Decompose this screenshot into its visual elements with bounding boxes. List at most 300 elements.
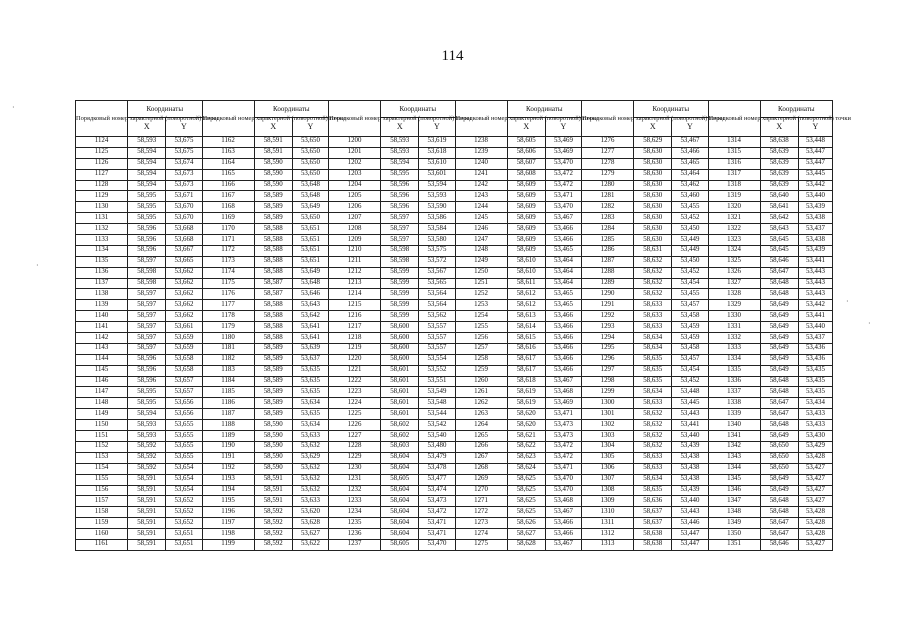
point-number-cell: 1163 — [202, 147, 254, 158]
y-value-cell: 53,671 — [166, 191, 202, 202]
point-number-cell: 1303 — [582, 431, 634, 442]
x-value-cell: 58,609 — [507, 224, 545, 235]
x-value-cell: 58,591 — [128, 474, 166, 485]
y-value-cell: 53,465 — [545, 300, 581, 311]
y-value-cell: 53,652 — [166, 518, 202, 529]
y-value-cell: 53,658 — [166, 365, 202, 376]
x-value-cell: 58,592 — [128, 441, 166, 452]
table-row — [76, 518, 833, 529]
x-value-cell: 58,637 — [634, 507, 672, 518]
y-value-cell: 53,655 — [166, 420, 202, 431]
point-number-cell: 1324 — [708, 245, 760, 256]
x-value-cell: 58,596 — [128, 354, 166, 365]
y-value-cell: 53,430 — [798, 431, 832, 442]
table-row — [76, 343, 833, 354]
point-number-cell: 1347 — [708, 496, 760, 507]
y-value-cell: 53,439 — [672, 485, 708, 496]
point-number-cell: 1261 — [455, 387, 507, 398]
x-value-cell: 58,590 — [254, 452, 292, 463]
y-value-cell: 53,557 — [419, 343, 455, 354]
y-value-cell: 53,548 — [419, 398, 455, 409]
point-number-cell: 1278 — [582, 158, 634, 169]
point-number-cell: 1245 — [455, 213, 507, 224]
y-value-cell: 53,564 — [419, 289, 455, 300]
y-value-cell: 53,650 — [292, 213, 328, 224]
x-value-cell: 58,609 — [507, 235, 545, 246]
point-number-cell: 1173 — [202, 256, 254, 267]
x-value-cell: 58,601 — [381, 398, 419, 409]
y-value-cell: 53,656 — [166, 398, 202, 409]
x-value-cell: 58,590 — [254, 431, 292, 442]
point-number-cell: 1207 — [329, 213, 381, 224]
point-number-cell: 1284 — [582, 224, 634, 235]
point-number-cell: 1296 — [582, 354, 634, 365]
point-number-header: Порядковый номер характерной (поворотной) точки — [202, 101, 254, 137]
scan-speck: · — [36, 261, 39, 270]
point-number-cell: 1228 — [329, 441, 381, 452]
x-value-cell: 58,589 — [254, 398, 292, 409]
y-value-cell: 53,434 — [798, 398, 832, 409]
point-number-cell: 1279 — [582, 169, 634, 180]
y-value-cell: 53,675 — [166, 137, 202, 148]
point-number-cell: 1271 — [455, 496, 507, 507]
point-number-cell: 1177 — [202, 300, 254, 311]
point-number-cell: 1187 — [202, 409, 254, 420]
point-number-cell: 1194 — [202, 485, 254, 496]
x-value-cell: 58,647 — [760, 267, 798, 278]
table-row — [76, 213, 833, 224]
x-value-cell: 58,590 — [254, 169, 292, 180]
point-number-cell: 1283 — [582, 213, 634, 224]
table-row — [76, 333, 833, 344]
point-number-cell: 1184 — [202, 376, 254, 387]
table-row — [76, 409, 833, 420]
y-value-cell: 53,649 — [292, 202, 328, 213]
table-row — [76, 463, 833, 474]
point-number-cell: 1275 — [455, 539, 507, 550]
point-number-cell: 1265 — [455, 431, 507, 442]
x-value-cell: 58,592 — [254, 507, 292, 518]
x-value-cell: 58,609 — [507, 213, 545, 224]
point-number-cell: 1307 — [582, 474, 634, 485]
point-number-cell: 1183 — [202, 365, 254, 376]
point-number-cell: 1170 — [202, 224, 254, 235]
y-value-cell: 53,575 — [419, 245, 455, 256]
point-number-cell: 1276 — [582, 137, 634, 148]
point-number-cell: 1235 — [329, 518, 381, 529]
x-value-cell: 58,639 — [760, 180, 798, 191]
point-number-cell: 1127 — [76, 169, 128, 180]
coordinates-header: Координаты — [128, 101, 202, 118]
x-value-cell: 58,589 — [254, 202, 292, 213]
x-header: X — [381, 118, 419, 137]
x-value-cell: 58,595 — [381, 169, 419, 180]
y-value-cell: 53,658 — [166, 354, 202, 365]
point-number-cell: 1313 — [582, 539, 634, 550]
point-number-cell: 1294 — [582, 333, 634, 344]
x-value-cell: 58,594 — [128, 169, 166, 180]
point-number-cell: 1200 — [329, 137, 381, 148]
y-value-cell: 53,473 — [545, 420, 581, 431]
x-value-cell: 58,617 — [507, 365, 545, 376]
point-number-cell: 1325 — [708, 256, 760, 267]
point-number-cell: 1242 — [455, 180, 507, 191]
x-value-cell: 58,647 — [760, 518, 798, 529]
x-value-cell: 58,596 — [128, 224, 166, 235]
x-value-cell: 58,648 — [760, 507, 798, 518]
point-number-cell: 1342 — [708, 441, 760, 452]
point-number-cell: 1237 — [329, 539, 381, 550]
y-value-cell: 53,620 — [292, 507, 328, 518]
x-value-cell: 58,591 — [128, 496, 166, 507]
point-number-cell: 1157 — [76, 496, 128, 507]
y-value-cell: 53,674 — [166, 158, 202, 169]
y-value-cell: 53,427 — [798, 496, 832, 507]
y-value-cell: 53,428 — [798, 518, 832, 529]
x-value-cell: 58,598 — [381, 256, 419, 267]
point-number-cell: 1160 — [76, 529, 128, 540]
y-value-cell: 53,427 — [798, 485, 832, 496]
x-value-cell: 58,620 — [507, 409, 545, 420]
x-value-cell: 58,630 — [634, 202, 672, 213]
point-number-cell: 1252 — [455, 289, 507, 300]
coordinates-header: Координаты — [760, 101, 832, 118]
y-value-cell: 53,634 — [292, 398, 328, 409]
x-value-cell: 58,591 — [254, 147, 292, 158]
x-value-cell: 58,593 — [128, 431, 166, 442]
table-header — [76, 101, 851, 137]
point-number-cell: 1335 — [708, 365, 760, 376]
x-value-cell: 58,591 — [128, 485, 166, 496]
table-row — [76, 431, 833, 442]
y-value-cell: 53,465 — [545, 245, 581, 256]
point-number-cell: 1241 — [455, 169, 507, 180]
point-number-cell: 1171 — [202, 235, 254, 246]
x-value-cell: 58,650 — [760, 441, 798, 452]
x-value-cell: 58,604 — [381, 463, 419, 474]
x-value-cell: 58,595 — [128, 191, 166, 202]
point-number-cell: 1304 — [582, 441, 634, 452]
point-number-cell: 1251 — [455, 278, 507, 289]
point-number-cell: 1154 — [76, 463, 128, 474]
point-number-cell: 1162 — [202, 137, 254, 148]
point-number-cell: 1297 — [582, 365, 634, 376]
point-number-cell: 1326 — [708, 267, 760, 278]
point-number-cell: 1188 — [202, 420, 254, 431]
point-number-cell: 1341 — [708, 431, 760, 442]
point-number-cell: 1224 — [329, 398, 381, 409]
x-value-cell: 58,619 — [507, 387, 545, 398]
y-value-cell: 53,447 — [672, 529, 708, 540]
y-value-cell: 53,447 — [672, 539, 708, 550]
x-value-cell: 58,632 — [634, 267, 672, 278]
x-value-cell: 58,589 — [254, 365, 292, 376]
y-value-cell: 53,467 — [545, 507, 581, 518]
y-value-cell: 53,654 — [166, 463, 202, 474]
x-value-cell: 58,595 — [128, 213, 166, 224]
x-value-cell: 58,589 — [254, 409, 292, 420]
point-number-cell: 1320 — [708, 202, 760, 213]
y-value-cell: 53,651 — [292, 256, 328, 267]
y-value-cell: 53,480 — [419, 441, 455, 452]
point-number-cell: 1315 — [708, 147, 760, 158]
y-value-cell: 53,478 — [419, 463, 455, 474]
point-number-cell: 1337 — [708, 387, 760, 398]
x-value-cell: 58,635 — [634, 365, 672, 376]
point-number-cell: 1216 — [329, 311, 381, 322]
table-row — [76, 147, 833, 158]
y-value-cell: 53,633 — [292, 431, 328, 442]
y-value-cell: 53,466 — [545, 354, 581, 365]
point-number-cell: 1327 — [708, 278, 760, 289]
x-value-cell: 58,613 — [507, 311, 545, 322]
y-value-cell: 53,454 — [672, 365, 708, 376]
point-number-cell: 1158 — [76, 507, 128, 518]
y-value-cell: 53,619 — [419, 137, 455, 148]
y-value-cell: 53,632 — [292, 485, 328, 496]
y-value-cell: 53,601 — [419, 169, 455, 180]
x-value-cell: 58,601 — [381, 376, 419, 387]
x-value-cell: 58,593 — [381, 147, 419, 158]
y-value-cell: 53,650 — [292, 147, 328, 158]
point-number-cell: 1288 — [582, 267, 634, 278]
point-number-cell: 1198 — [202, 529, 254, 540]
y-value-cell: 53,466 — [545, 529, 581, 540]
point-number-cell: 1182 — [202, 354, 254, 365]
x-value-cell: 58,632 — [634, 409, 672, 420]
point-number-cell: 1259 — [455, 365, 507, 376]
point-number-cell: 1273 — [455, 518, 507, 529]
point-number-header: Порядковый номер характерной (поворотной) точки — [329, 101, 381, 137]
y-value-cell: 53,633 — [292, 496, 328, 507]
y-value-cell: 53,466 — [672, 147, 708, 158]
y-value-cell: 53,590 — [419, 202, 455, 213]
x-value-cell: 58,600 — [381, 343, 419, 354]
point-number-cell: 1314 — [708, 137, 760, 148]
table-row — [76, 376, 833, 387]
point-number-cell: 1148 — [76, 398, 128, 409]
x-value-cell: 58,605 — [381, 474, 419, 485]
table-row — [76, 158, 833, 169]
x-value-cell: 58,632 — [634, 289, 672, 300]
x-value-cell: 58,591 — [254, 137, 292, 148]
x-value-cell: 58,598 — [128, 278, 166, 289]
y-value-cell: 53,662 — [166, 311, 202, 322]
x-value-cell: 58,638 — [760, 137, 798, 148]
point-number-cell: 1169 — [202, 213, 254, 224]
x-value-cell: 58,595 — [128, 398, 166, 409]
point-number-cell: 1291 — [582, 300, 634, 311]
point-number-cell: 1262 — [455, 398, 507, 409]
x-value-cell: 58,632 — [634, 420, 672, 431]
x-value-cell: 58,642 — [760, 213, 798, 224]
y-value-cell: 53,635 — [292, 409, 328, 420]
y-value-cell: 53,459 — [672, 333, 708, 344]
point-number-cell: 1340 — [708, 420, 760, 431]
point-number-cell: 1138 — [76, 289, 128, 300]
y-value-cell: 53,467 — [545, 213, 581, 224]
x-value-cell: 58,601 — [381, 387, 419, 398]
y-value-cell: 53,436 — [798, 354, 832, 365]
point-number-cell: 1205 — [329, 191, 381, 202]
y-value-cell: 53,472 — [545, 441, 581, 452]
point-number-cell: 1208 — [329, 224, 381, 235]
y-value-cell: 53,651 — [166, 539, 202, 550]
y-value-cell: 53,464 — [545, 256, 581, 267]
y-value-cell: 53,655 — [166, 431, 202, 442]
point-number-cell: 1135 — [76, 256, 128, 267]
point-number-cell: 1280 — [582, 180, 634, 191]
point-number-cell: 1302 — [582, 420, 634, 431]
y-value-cell: 53,466 — [545, 322, 581, 333]
y-header: Y — [798, 118, 832, 137]
point-number-header: Порядковый номер характерной (поворотной) точки — [708, 101, 760, 137]
x-value-cell: 58,604 — [381, 496, 419, 507]
x-value-cell: 58,638 — [634, 539, 672, 550]
y-value-cell: 53,675 — [166, 147, 202, 158]
y-value-cell: 53,470 — [419, 539, 455, 550]
point-number-cell: 1244 — [455, 202, 507, 213]
point-number-cell: 1312 — [582, 529, 634, 540]
point-number-cell: 1316 — [708, 158, 760, 169]
point-number-cell: 1185 — [202, 387, 254, 398]
x-value-cell: 58,620 — [507, 420, 545, 431]
x-value-cell: 58,596 — [128, 365, 166, 376]
x-value-cell: 58,588 — [254, 300, 292, 311]
coordinates-header: Координаты — [507, 101, 581, 118]
table-row — [76, 311, 833, 322]
x-value-cell: 58,599 — [381, 300, 419, 311]
y-value-cell: 53,438 — [798, 235, 832, 246]
y-value-cell: 53,641 — [292, 333, 328, 344]
coordinates-table — [75, 100, 851, 551]
x-value-cell: 58,592 — [128, 452, 166, 463]
x-value-cell: 58,609 — [507, 180, 545, 191]
y-value-cell: 53,618 — [419, 147, 455, 158]
y-value-cell: 53,473 — [419, 496, 455, 507]
x-value-cell: 58,631 — [634, 245, 672, 256]
x-value-cell: 58,606 — [507, 147, 545, 158]
page-number: 114 — [441, 48, 464, 64]
x-value-cell: 58,647 — [760, 409, 798, 420]
table-row — [76, 496, 833, 507]
x-value-cell: 58,591 — [254, 474, 292, 485]
x-value-cell: 58,634 — [634, 343, 672, 354]
x-value-cell: 58,637 — [634, 518, 672, 529]
x-value-cell: 58,604 — [381, 529, 419, 540]
x-value-cell: 58,630 — [634, 235, 672, 246]
y-value-cell: 53,662 — [166, 300, 202, 311]
point-number-cell: 1281 — [582, 191, 634, 202]
point-number-cell: 1349 — [708, 518, 760, 529]
x-value-cell: 58,648 — [760, 387, 798, 398]
x-value-cell: 58,593 — [128, 420, 166, 431]
x-value-cell: 58,639 — [760, 147, 798, 158]
point-number-cell: 1180 — [202, 333, 254, 344]
x-value-cell: 58,589 — [254, 213, 292, 224]
x-value-cell: 58,592 — [254, 539, 292, 550]
x-value-cell: 58,638 — [634, 529, 672, 540]
table-row — [76, 180, 833, 191]
point-number-cell: 1196 — [202, 507, 254, 518]
point-number-cell: 1179 — [202, 322, 254, 333]
x-value-cell: 58,630 — [634, 224, 672, 235]
x-value-cell: 58,639 — [760, 169, 798, 180]
x-value-cell: 58,630 — [634, 169, 672, 180]
y-value-cell: 53,470 — [545, 474, 581, 485]
point-number-cell: 1156 — [76, 485, 128, 496]
point-number-cell: 1195 — [202, 496, 254, 507]
y-value-cell: 53,594 — [419, 180, 455, 191]
x-value-cell: 58,630 — [634, 213, 672, 224]
x-value-cell: 58,649 — [760, 333, 798, 344]
point-number-cell: 1346 — [708, 485, 760, 496]
point-number-cell: 1153 — [76, 452, 128, 463]
y-value-cell: 53,440 — [798, 322, 832, 333]
y-value-cell: 53,469 — [545, 137, 581, 148]
y-value-cell: 53,458 — [672, 343, 708, 354]
x-value-cell: 58,610 — [507, 256, 545, 267]
y-value-cell: 53,542 — [419, 420, 455, 431]
point-number-cell: 1178 — [202, 311, 254, 322]
y-value-cell: 53,436 — [798, 343, 832, 354]
point-number-cell: 1203 — [329, 169, 381, 180]
point-number-cell: 1206 — [329, 202, 381, 213]
point-number-cell: 1145 — [76, 365, 128, 376]
y-value-cell: 53,440 — [672, 496, 708, 507]
x-value-cell: 58,649 — [760, 322, 798, 333]
y-value-cell: 53,472 — [419, 507, 455, 518]
point-number-cell: 1217 — [329, 322, 381, 333]
point-number-cell: 1124 — [76, 137, 128, 148]
y-value-cell: 53,673 — [166, 180, 202, 191]
y-value-cell: 53,622 — [292, 539, 328, 550]
x-value-cell: 58,625 — [507, 507, 545, 518]
point-number-cell: 1219 — [329, 343, 381, 354]
x-value-cell: 58,639 — [760, 158, 798, 169]
table-row — [76, 169, 833, 180]
x-value-cell: 58,626 — [507, 518, 545, 529]
point-number-cell: 1272 — [455, 507, 507, 518]
y-value-cell: 53,445 — [798, 169, 832, 180]
point-number-cell: 1166 — [202, 180, 254, 191]
y-value-cell: 53,458 — [672, 311, 708, 322]
y-value-cell: 53,654 — [166, 474, 202, 485]
point-number-cell: 1338 — [708, 398, 760, 409]
x-value-cell: 58,619 — [507, 398, 545, 409]
point-number-cell: 1223 — [329, 387, 381, 398]
point-number-cell: 1293 — [582, 322, 634, 333]
y-value-cell: 53,468 — [545, 387, 581, 398]
point-number-cell: 1239 — [455, 147, 507, 158]
point-number-cell: 1238 — [455, 137, 507, 148]
x-value-cell: 58,596 — [381, 202, 419, 213]
x-value-cell: 58,611 — [507, 278, 545, 289]
point-number-cell: 1269 — [455, 474, 507, 485]
point-number-cell: 1212 — [329, 267, 381, 278]
point-number-cell: 1266 — [455, 441, 507, 452]
point-number-cell: 1167 — [202, 191, 254, 202]
point-number-cell: 1222 — [329, 376, 381, 387]
y-value-cell: 53,648 — [292, 191, 328, 202]
point-number-cell: 1305 — [582, 452, 634, 463]
y-value-cell: 53,659 — [166, 333, 202, 344]
x-value-cell: 58,648 — [760, 376, 798, 387]
y-value-cell: 53,452 — [672, 213, 708, 224]
x-value-cell: 58,614 — [507, 322, 545, 333]
x-value-cell: 58,634 — [634, 333, 672, 344]
table-row — [76, 245, 833, 256]
